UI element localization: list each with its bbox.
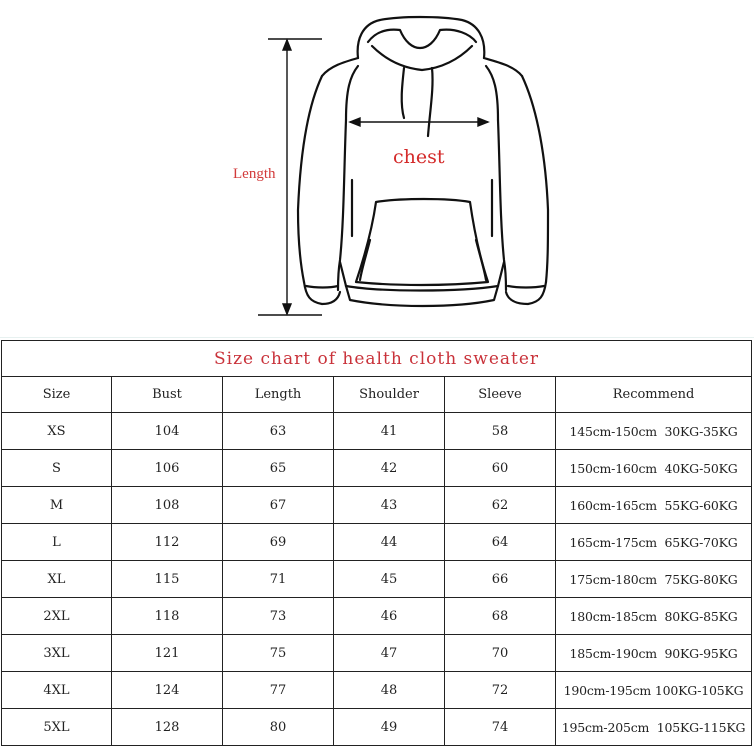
cell-length: 80 [223,709,334,746]
header-row [2,377,752,413]
cell-shoulder: 47 [334,635,445,672]
cell-sleeve: 60 [445,450,556,487]
chart-title: Size chart of health cloth sweater [2,341,752,377]
cell-length: 67 [223,487,334,524]
size-chart-table [1,340,752,746]
table-row [2,413,752,450]
cell-shoulder: 48 [334,672,445,709]
cell-shoulder: 45 [334,561,445,598]
cell-shoulder: 41 [334,413,445,450]
chart-title-row [2,341,752,377]
cell-length: 69 [223,524,334,561]
cell-bust: 121 [112,635,223,672]
cell-bust: 108 [112,487,223,524]
table-row [2,450,752,487]
cell-recommend: 145cm-150cm 30KG-35KG [556,413,752,450]
size-chart [1,340,751,745]
column-header-shoulder: Shoulder [334,377,445,413]
column-header-recommend: Recommend [556,377,752,413]
table-row [2,561,752,598]
cell-bust: 118 [112,598,223,635]
cell-sleeve: 70 [445,635,556,672]
cell-length: 65 [223,450,334,487]
cell-sleeve: 64 [445,524,556,561]
cell-sleeve: 72 [445,672,556,709]
column-header-bust: Bust [112,377,223,413]
hoodie-outline [0,0,754,338]
cell-shoulder: 42 [334,450,445,487]
cell-recommend: 160cm-165cm 55KG-60KG [556,487,752,524]
cell-recommend: 185cm-190cm 90KG-95KG [556,635,752,672]
cell-size: 3XL [2,635,112,672]
cell-sleeve: 58 [445,413,556,450]
cell-size: M [2,487,112,524]
table-row [2,598,752,635]
cell-bust: 124 [112,672,223,709]
cell-shoulder: 49 [334,709,445,746]
column-header-sleeve: Sleeve [445,377,556,413]
cell-size: S [2,450,112,487]
length-label: Length [233,166,276,182]
cell-recommend: 180cm-185cm 80KG-85KG [556,598,752,635]
column-header-size: Size [2,377,112,413]
cell-bust: 112 [112,524,223,561]
cell-size: 5XL [2,709,112,746]
cell-size: XS [2,413,112,450]
cell-recommend: 150cm-160cm 40KG-50KG [556,450,752,487]
table-row [2,524,752,561]
cell-recommend: 195cm-205cm 105KG-115KG [556,709,752,746]
cell-length: 71 [223,561,334,598]
cell-recommend: 165cm-175cm 65KG-70KG [556,524,752,561]
cell-shoulder: 43 [334,487,445,524]
cell-shoulder: 44 [334,524,445,561]
cell-recommend: 175cm-180cm 75KG-80KG [556,561,752,598]
table-row [2,672,752,709]
cell-size: XL [2,561,112,598]
cell-sleeve: 74 [445,709,556,746]
cell-bust: 115 [112,561,223,598]
cell-length: 63 [223,413,334,450]
cell-size: L [2,524,112,561]
cell-size: 4XL [2,672,112,709]
table-row [2,709,752,746]
cell-sleeve: 66 [445,561,556,598]
table-row [2,635,752,672]
cell-length: 75 [223,635,334,672]
cell-length: 77 [223,672,334,709]
cell-sleeve: 68 [445,598,556,635]
cell-bust: 104 [112,413,223,450]
column-header-length: Length [223,377,334,413]
cell-size: 2XL [2,598,112,635]
table-row [2,487,752,524]
cell-recommend: 190cm-195cm 100KG-105KG [556,672,752,709]
chest-label: chest [393,146,445,168]
hoodie-diagram [0,0,754,338]
cell-bust: 106 [112,450,223,487]
cell-shoulder: 46 [334,598,445,635]
cell-bust: 128 [112,709,223,746]
cell-length: 73 [223,598,334,635]
cell-sleeve: 62 [445,487,556,524]
